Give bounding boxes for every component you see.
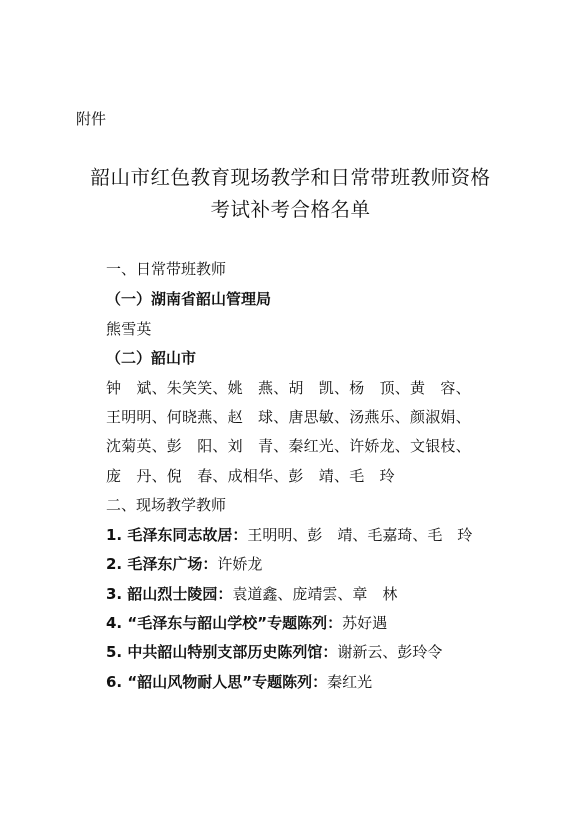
attachment-label: 附件	[76, 110, 107, 128]
site-label: 6. “韶山风物耐人思”专题陈列：	[106, 673, 328, 691]
site-item-6	[106, 671, 372, 692]
names-line-3: 沈菊英、彭 阳、刘 青、秦红光、许娇龙、文银枝、	[106, 437, 471, 455]
site-label: 5. 中共韶山特别支部历史陈列馆：	[106, 643, 338, 661]
site-label: 2. 毛泽东广场：	[106, 555, 218, 573]
subsection-1-heading: （一）湖南省韶山管理局	[106, 290, 272, 308]
site-item-2	[106, 553, 262, 574]
site-names: 秦红光	[327, 673, 373, 691]
names-line-4: 庞 丹、倪 春、成相华、彭 靖、毛 玲	[106, 467, 395, 485]
subsection-1-names: 熊雪英	[106, 320, 152, 338]
document-title-line-1: 韶山市红色教育现场教学和日常带班教师资格	[90, 166, 491, 189]
site-item-4	[106, 612, 387, 633]
site-names: 王明明、彭 靖、毛嘉琦、毛 玲	[247, 526, 473, 544]
site-label: 4. “毛泽东与韶山学校”专题陈列：	[106, 614, 343, 632]
site-names: 谢新云、彭玲令	[337, 643, 443, 661]
site-item-5	[106, 641, 442, 662]
site-label: 3. 韶山烈士陵园：	[106, 585, 233, 603]
site-names: 袁道鑫、庞靖雲、章 林	[232, 585, 398, 603]
site-item-3	[106, 583, 397, 604]
section-2-heading: 二、现场教学教师	[106, 496, 227, 514]
section-1-heading: 一、日常带班教师	[106, 260, 227, 278]
subsection-2-heading: （二）韶山市	[106, 349, 197, 367]
site-names: 苏好遇	[342, 614, 388, 632]
names-line-1: 钟 斌、朱笑笑、姚 燕、胡 凯、杨 顶、黄 容、	[106, 379, 471, 397]
names-line-2: 王明明、何晓燕、赵 球、唐思敏、汤燕乐、颜淑娟、	[106, 408, 471, 426]
site-names: 许娇龙	[217, 555, 263, 573]
document-title-line-2: 考试补考合格名单	[210, 198, 371, 221]
site-label: 1. 毛泽东同志故居：	[106, 526, 248, 544]
site-item-1	[106, 524, 472, 545]
